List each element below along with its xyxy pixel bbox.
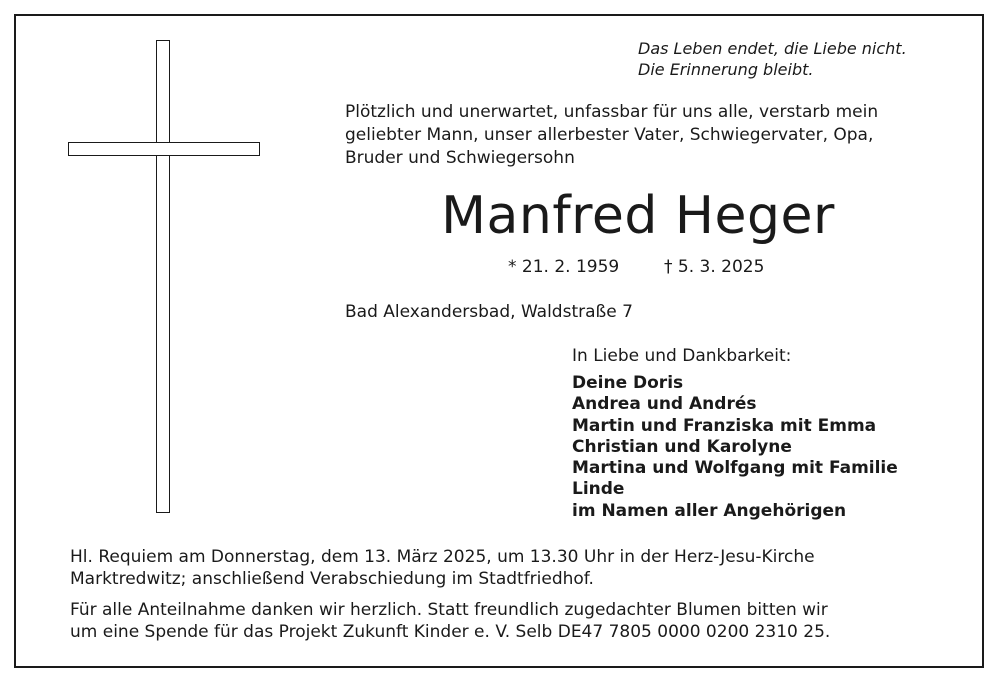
mourner-name: Martina und Wolfgang mit Familie (572, 458, 898, 479)
thanks-line: Für alle Anteilnahme danken wir herzlich. Statt freundlich zugedachter Blumen bitten wir (70, 600, 828, 620)
mourner-name: Deine Doris (572, 373, 684, 393)
motto-line: Die Erinnerung bleibt. (638, 60, 814, 79)
intro-line: Plötzlich und unerwartet, unfassbar für uns alle, verstarb mein (345, 102, 879, 122)
intro-line: Bruder und Schwiegersohn (345, 148, 575, 168)
service-line: Marktredwitz; anschließend Verabschiedung im Stadtfriedhof. (70, 569, 594, 589)
motto-line: Das Leben endet, die Liebe nicht. (638, 39, 907, 58)
thanks-line: um eine Spende für das Projekt Zukunft Kinder e. V. Selb DE47 7805 0000 0200 2310 25. (70, 622, 831, 642)
birth-date: * 21. 2. 1959 (508, 257, 620, 277)
motto (638, 38, 907, 80)
intro-line: geliebter Mann, unser allerbester Vater, Schwiegervater, Opa, (345, 125, 874, 145)
service-line: Hl. Requiem am Donnerstag, dem 13. März 2025, um 13.30 Uhr in der Herz-Jesu-Kirche (70, 547, 815, 567)
mourner-name: Christian und Karolyne (572, 436, 792, 457)
life-dates (508, 256, 765, 278)
mourner-name: Martin und Franziska mit Emma (572, 415, 877, 436)
mourner-name: Linde (572, 479, 625, 500)
cross-vertical-beam (156, 40, 170, 513)
death-date: † 5. 3. 2025 (664, 257, 765, 277)
deceased-name: Manfred Heger (441, 186, 835, 246)
address: Bad Alexandersbad, Waldstraße 7 (345, 302, 633, 322)
intro-text (345, 101, 878, 170)
mourners-list (572, 373, 898, 522)
cross-center (158, 144, 169, 155)
mourners-intro: In Liebe und Dankbarkeit: (572, 346, 792, 366)
mourner-name: Andrea und Andrés (572, 394, 757, 415)
thanks-note (70, 599, 830, 643)
mourner-name: im Namen aller Angehörigen (572, 500, 847, 521)
service-info (70, 546, 815, 590)
